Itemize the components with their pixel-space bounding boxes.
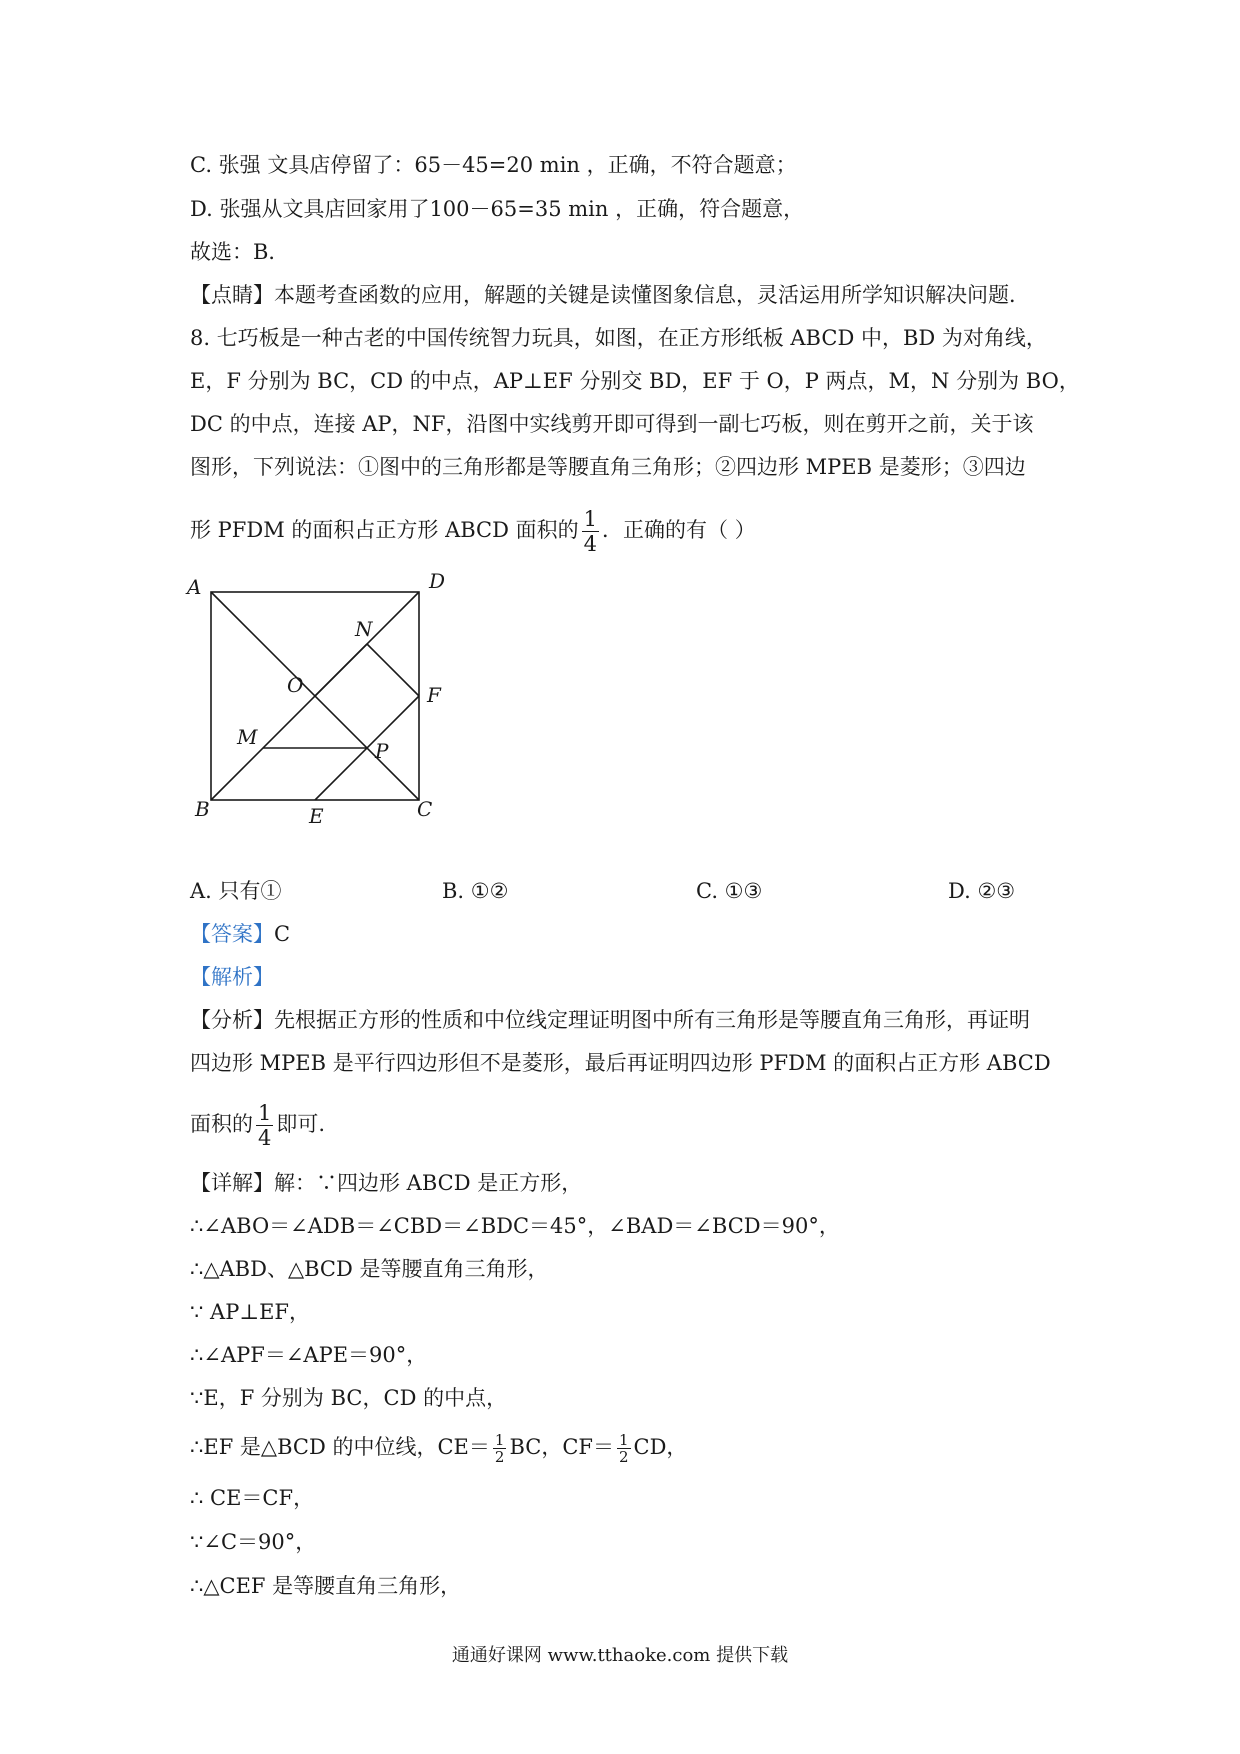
question-8-line-4: 图形，下列说法：①图中的三角形都是等腰直角三角形；②四边形 MPEB 是菱形；③四边 <box>190 455 1026 479</box>
question-8-line-5-text: 形 PFDM 的面积占正方形 ABCD 面积的 <box>190 518 579 542</box>
segment-on <box>315 644 367 696</box>
proof-step-5: ∵E，F 分别为 BC，CD 的中点， <box>190 1386 508 1410</box>
answer-value: C <box>274 922 291 946</box>
label-m: M <box>237 725 258 749</box>
analysis-line-1 <box>190 1005 1070 1035</box>
label-c: C <box>417 797 433 821</box>
question-8-line-5 <box>190 500 1070 560</box>
label-o: O <box>287 673 304 697</box>
option-c: C. ①③ <box>696 879 763 903</box>
fraction-denominator: 4 <box>583 532 598 556</box>
proof-step-8: ∵∠C＝90°， <box>190 1530 317 1554</box>
answer-tag: 【答案】 <box>190 922 274 946</box>
jiexi-tag: 【解析】 <box>190 965 274 989</box>
option-d-explanation: D. 张强从文具店回家用了100－65=35 min ，正确，符合题意， <box>190 197 805 221</box>
fraction-one-half-ce <box>493 1432 507 1465</box>
fraction-numerator: 1 <box>258 1101 272 1125</box>
choose-line: 故选：B． <box>190 240 290 264</box>
analysis-line-2: 四边形 MPEB 是平行四边形但不是菱形，最后再证明四边形 PFDM 的面积占正方形 ABCD <box>190 1051 1051 1075</box>
question-8-line-5-end: ．正确的有（ ） <box>602 518 756 542</box>
proof-step-6-b: BC，CF＝ <box>509 1435 614 1459</box>
option-b: B. ①② <box>442 879 509 903</box>
proof-step-6-a: ∴EF 是△BCD 的中位线，CE＝ <box>190 1435 490 1459</box>
proof-step-6-c: CD， <box>633 1435 688 1459</box>
proof-step-7: ∴ CE＝CF， <box>190 1486 315 1510</box>
detail-text: 解：∵四边形 ABCD 是正方形， <box>274 1171 583 1195</box>
fraction-denominator: 2 <box>494 1448 505 1466</box>
fraction-numerator: 1 <box>583 507 598 531</box>
label-p: P <box>375 739 389 763</box>
question-8-line-3: DC 的中点，连接 AP，NF，沿图中实线剪开即可得到一副七巧板，则在剪开之前，关于该 <box>190 412 1034 436</box>
label-a: A <box>187 575 202 599</box>
option-d: D. ②③ <box>948 879 1016 903</box>
label-b: B <box>195 797 210 821</box>
analysis-line-3 <box>190 1094 1070 1154</box>
fraction-one-quarter-analysis <box>256 1101 273 1150</box>
proof-step-3: ∵ AP⊥EF， <box>190 1300 310 1324</box>
segment-nf <box>367 644 419 696</box>
fraction-one-half-cf <box>617 1432 631 1465</box>
option-c-explanation: C. 张强 文具店停留了：65－45=20 min ，正确，不符合题意； <box>190 153 797 177</box>
option-a: A. 只有① <box>190 879 282 903</box>
label-f: F <box>427 683 441 707</box>
question-8-line-2: E，F 分别为 BC，CD 的中点，AP⊥EF 分别交 BD，EF 于 O，P 两点，M，N 分别为 BO， <box>190 369 1080 393</box>
detail-tag: 【详解】 <box>190 1171 274 1195</box>
dianjing-text: 本题考查函数的应用，解题的关键是读懂图象信息，灵活运用所学知识解决问题． <box>274 283 1030 307</box>
fraction-numerator: 1 <box>494 1431 505 1449</box>
analysis-text-1: 先根据正方形的性质和中位线定理证明图中所有三角形是等腰直角三角形，再证明 <box>274 1008 1030 1032</box>
fraction-numerator: 1 <box>618 1431 629 1449</box>
page-footer: 通通好课网 www.tthaoke.com 提供下载 <box>451 1645 789 1666</box>
fraction-denominator: 2 <box>618 1448 629 1466</box>
fraction-denominator: 4 <box>258 1126 272 1150</box>
analysis-line-3-end: 即可. <box>276 1112 326 1136</box>
proof-step-6 <box>190 1422 1070 1472</box>
analysis-tag: 【分析】 <box>190 1008 274 1032</box>
analysis-line-3-text: 面积的 <box>190 1112 253 1136</box>
answer-line <box>190 919 1070 949</box>
proof-step-2: ∴△ABD、△BCD 是等腰直角三角形， <box>190 1257 549 1281</box>
jiexi-line <box>190 962 1070 992</box>
label-n: N <box>355 617 373 641</box>
dianjing-paragraph <box>190 280 1070 310</box>
dianjing-tag: 【点睛】 <box>190 283 274 307</box>
question-8-line-1: 8. 七巧板是一种古老的中国传统智力玩具，如图，在正方形纸板 ABCD 中，BD 为对角线， <box>190 326 1047 350</box>
tangram-diagram <box>185 568 455 833</box>
proof-step-9: ∴△CEF 是等腰直角三角形， <box>190 1574 462 1598</box>
label-e: E <box>309 804 324 828</box>
proof-step-1: ∴∠ABO＝∠ADB＝∠CBD＝∠BDC＝45°，∠BAD＝∠BCD＝90°， <box>190 1214 840 1238</box>
detail-intro <box>190 1168 1070 1198</box>
label-d: D <box>429 569 446 593</box>
fraction-one-quarter <box>582 507 599 556</box>
proof-step-4: ∴∠APF＝∠APE＝90°， <box>190 1343 428 1367</box>
